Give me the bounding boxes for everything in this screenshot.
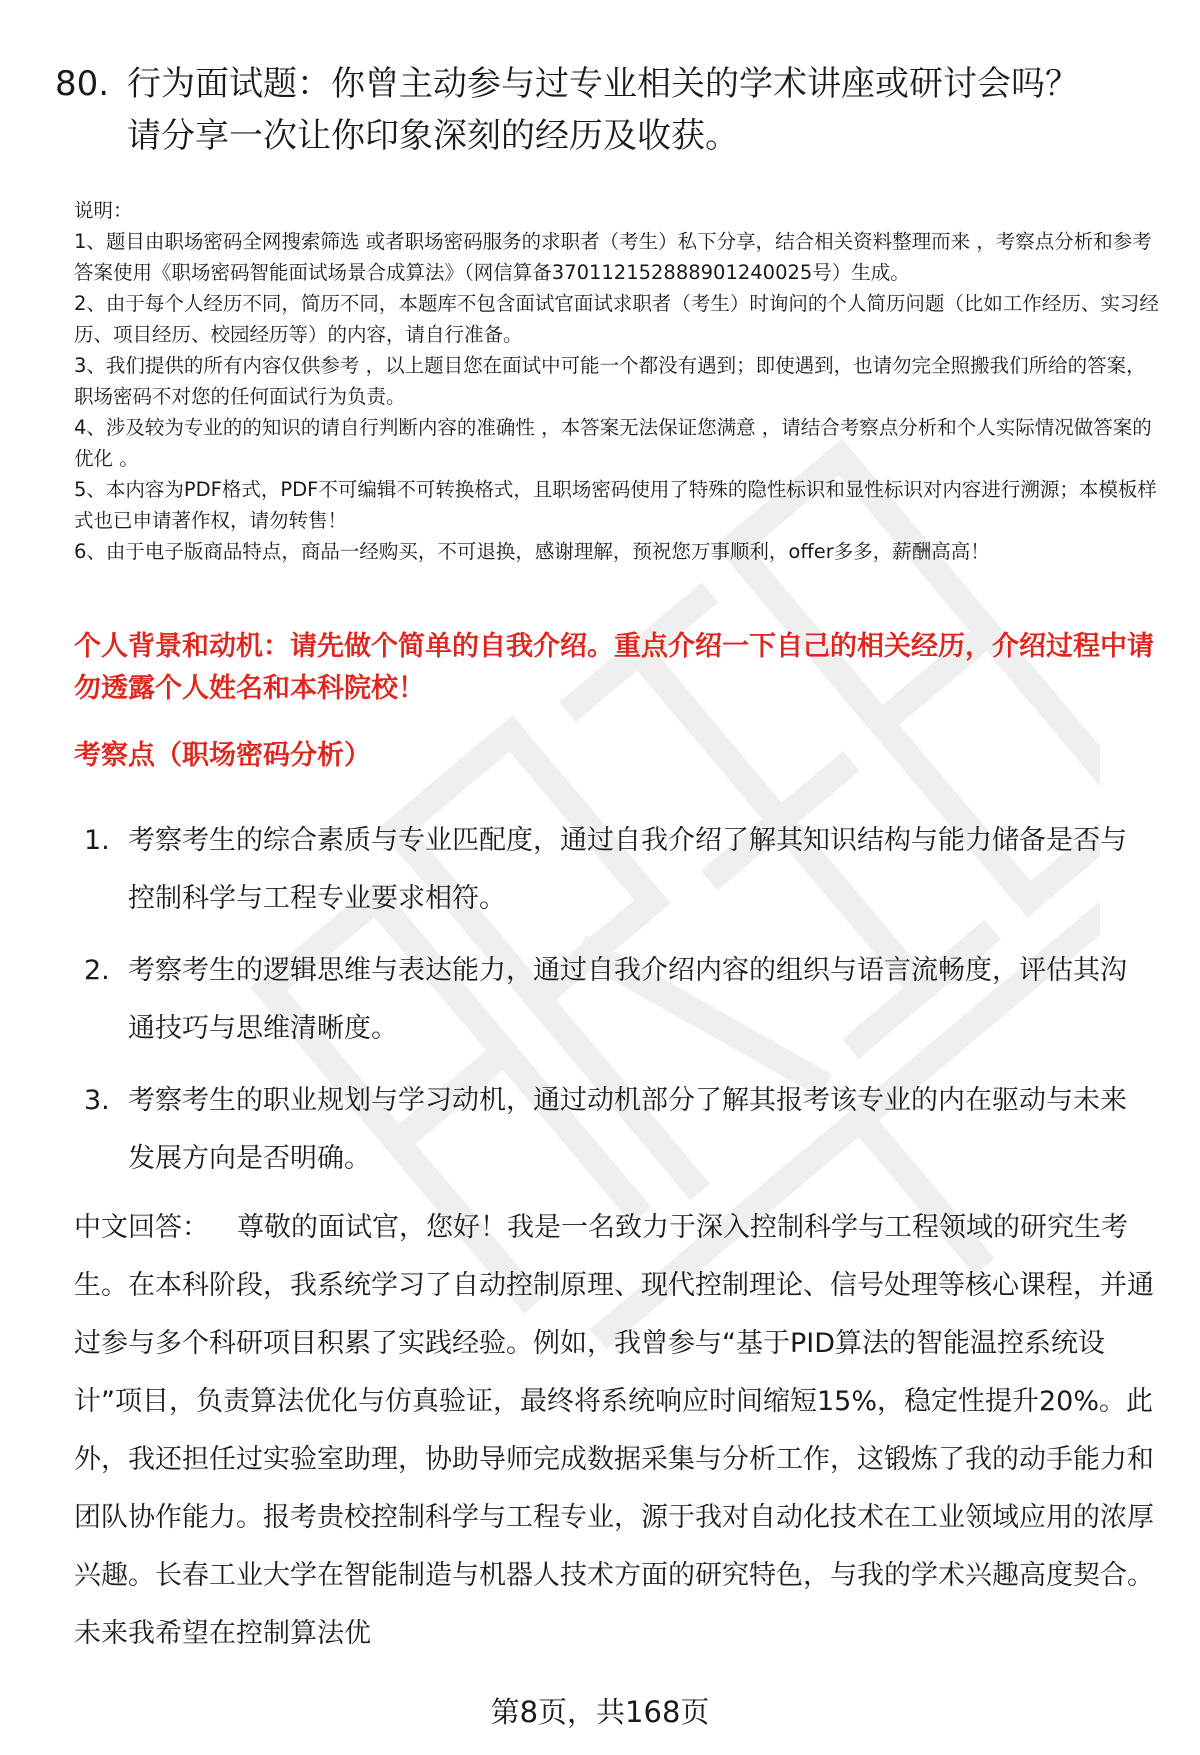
note-item: 2、由于每个人经历不同，简历不同，本题库不包含面试官面试求职者（考生）时询问的个人简历问题（比如工作经历、实习经历、项目经历、校园经历等）的内容，请自行准备。	[74, 292, 1159, 346]
question-number: 80.	[55, 64, 110, 104]
note-item: 4、涉及较为专业的的知识的请自行判断内容的准确性 ，本答案无法保证您满意 ，请结合考察点分析和个人实际情况做答案的优化 。	[74, 416, 1152, 470]
analysis-point-text: 考察考生的综合素质与专业匹配度，通过自我介绍了解其知识结构与能力储备是否与控制科学与工程专业要求相符。	[128, 825, 1127, 914]
background-heading: 个人背景和动机：请先做个简单的自我介绍。重点介绍一下自己的相关经历，介绍过程中请勿透露个人姓名和本科院校！	[74, 631, 1154, 704]
notes-heading: 说明：	[74, 199, 133, 222]
question-line-1: 行为面试题：你曾主动参与过专业相关的学术讲座或研讨会吗？	[127, 64, 1079, 104]
analysis-point-number: 1.	[84, 825, 110, 856]
analysis-points	[84, 812, 1144, 1202]
note-item: 3、我们提供的所有内容仅供参考 ，以上题目您在面试中可能一个都没有遇到；即使遇到，也请勿完全照搬我们所给的答案，职场密码不对您的任何面试行为负责。	[74, 354, 1146, 408]
note-item: 1、题目由职场密码全网搜索筛选 或者职场密码服务的求职者（考生）私下分享，结合相关资料整理而来 ，考察点分析和参考答案使用《职场密码智能面试场景合成算法》（网信算备370112152888901240025号）生成。	[74, 230, 1152, 284]
note-item: 6、由于电子版商品特点，商品一经购买，不可退换，感谢理解，预祝您万事顺利，offer多多，薪酬高高！	[74, 540, 990, 563]
page-footer: 第8页，共168页	[490, 1695, 710, 1729]
answer-text: 尊敬的面试官，您好！我是一名致力于深入控制科学与工程领域的研究生考生。在本科阶段，我系统学习了自动控制原理、现代控制理论、信号处理等核心课程，并通过参与多个科研项目积累了实践经验。例如，我曾参与“基于PID算法的智能温控系统设计”项目，负责算法优化与仿真验证，最终将系统响应时间缩短15%，稳定性提升20%。此外，我还担任过实验室助理，协助导师完成数据采集与分析工作，这锻炼了我的动手能力和团队协作能力。报考贵校控制科学与工程专业，源于我对自动化技术在工业领域应用的浓厚兴趣。长春工业大学在智能制造与机器人技术方面的研究特色，与我的学术兴趣高度契合。未来我希望在控制算法优	[74, 1212, 1154, 1649]
note-item: 5、本内容为PDF格式，PDF不可编辑不可转换格式，且职场密码使用了特殊的隐性标识和显性标识对内容进行溯源；本模板样式也已申请著作权，请勿转售！	[74, 478, 1157, 532]
analysis-point-text: 考察考生的职业规划与学习动机，通过动机部分了解其报考该专业的内在驱动与未来发展方向是否明确。	[128, 1085, 1127, 1174]
question-title	[55, 58, 1155, 162]
notes-block	[74, 195, 1164, 567]
analysis-point	[84, 1072, 1144, 1188]
analysis-point	[84, 812, 1144, 928]
analysis-point-text: 考察考生的逻辑思维与表达能力，通过自我介绍内容的组织与语言流畅度，评估其沟通技巧与思维清晰度。	[128, 955, 1127, 1044]
analysis-point-number: 3.	[84, 1085, 110, 1116]
analysis-heading: 考察点（职场密码分析）	[74, 740, 371, 771]
answer-label: 中文回答：	[74, 1212, 209, 1243]
answer-block	[74, 1199, 1164, 1663]
question-line-2: 请分享一次让你印象深刻的经历及收获。	[127, 116, 739, 156]
analysis-point-number: 2.	[84, 955, 110, 986]
analysis-point	[84, 942, 1144, 1058]
